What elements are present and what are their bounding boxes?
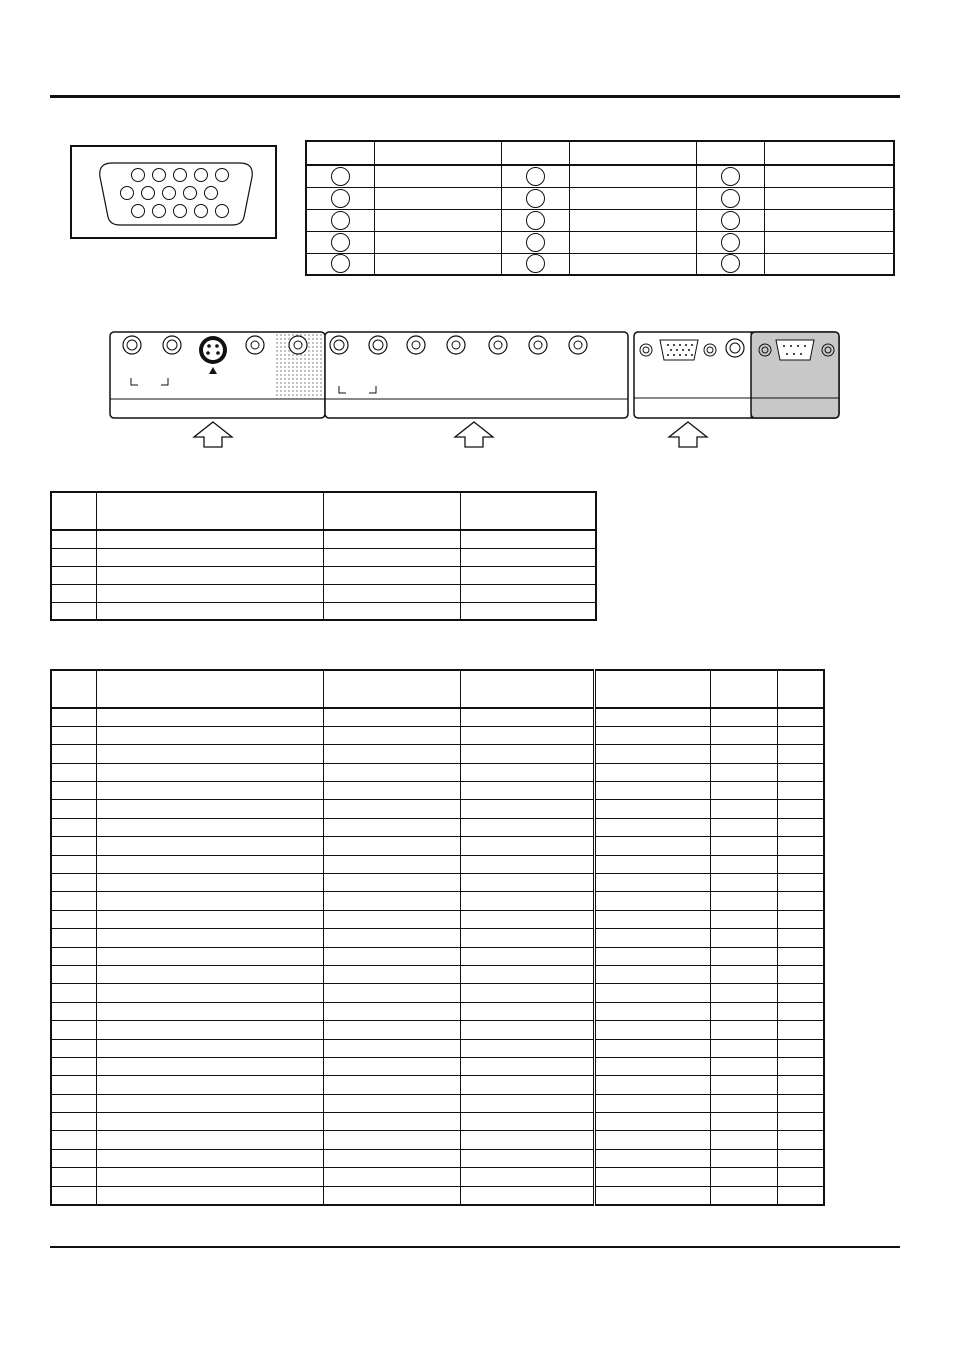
table-cell (96, 947, 323, 965)
table-cell (323, 818, 460, 836)
pin-circle-icon (331, 233, 350, 252)
table-cell (96, 1021, 323, 1039)
table-cell (594, 874, 710, 892)
table-cell (710, 947, 777, 965)
table-cell (764, 165, 894, 187)
pin-circle-icon (526, 211, 545, 230)
table-cell (51, 892, 96, 910)
table-cell (323, 947, 460, 965)
table-row (51, 584, 596, 602)
table-cell (323, 874, 460, 892)
table-cell (374, 165, 501, 187)
terminal-panel-icon (108, 330, 840, 450)
table-cell (594, 1021, 710, 1039)
table-cell (777, 670, 824, 708)
table-cell (594, 1186, 710, 1204)
pin-table-header (306, 141, 894, 165)
terminal-panel-diagram (108, 330, 840, 420)
table-cell (460, 837, 594, 855)
table-cell (51, 726, 96, 744)
table-cell (51, 1002, 96, 1020)
pin-circle-icon (331, 189, 350, 208)
input-section-2 (325, 332, 628, 418)
table-row (306, 209, 894, 231)
table-cell (569, 165, 696, 187)
table-cell (710, 763, 777, 781)
table-cell (710, 929, 777, 947)
table-cell (777, 892, 824, 910)
table-cell (51, 1131, 96, 1149)
table-cell (594, 1076, 710, 1094)
table-cell (51, 837, 96, 855)
table-cell (460, 929, 594, 947)
table-cell (594, 910, 710, 928)
table-cell (594, 1168, 710, 1186)
table-row (51, 1131, 824, 1149)
table-cell (594, 1039, 710, 1057)
table-cell (96, 929, 323, 947)
table-cell (460, 1076, 594, 1094)
table-row (51, 965, 824, 983)
dsub-connector-diagram (70, 145, 277, 239)
table-cell (777, 1149, 824, 1167)
table-cell (323, 984, 460, 1002)
table-cell (777, 1057, 824, 1075)
table-row (51, 1168, 824, 1186)
table-cell (96, 708, 323, 726)
table-row (51, 726, 824, 744)
table-row (51, 530, 596, 548)
table-cell (323, 1021, 460, 1039)
table-cell (460, 910, 594, 928)
table-cell (460, 1094, 594, 1112)
table-cell (777, 708, 824, 726)
table-cell (96, 984, 323, 1002)
table-cell (51, 910, 96, 928)
table-cell (460, 1057, 594, 1075)
table-cell (323, 1039, 460, 1057)
table-cell (323, 1094, 460, 1112)
footer-rule (50, 1246, 900, 1248)
table-row (51, 929, 824, 947)
table-cell (594, 763, 710, 781)
table-cell (374, 187, 501, 209)
table-cell (710, 1057, 777, 1075)
table-cell (594, 745, 710, 763)
table-cell (323, 965, 460, 983)
table-cell (51, 929, 96, 947)
table-cell (323, 763, 460, 781)
table-cell (51, 745, 96, 763)
table-cell (710, 1186, 777, 1204)
table-cell (710, 892, 777, 910)
table-cell (460, 1039, 594, 1057)
pin-circle-icon (331, 167, 350, 186)
pin-circle-icon (721, 233, 740, 252)
table-cell (777, 1094, 824, 1112)
table-cell (374, 209, 501, 231)
table-cell (323, 1076, 460, 1094)
table-cell (594, 855, 710, 873)
table-cell (96, 726, 323, 744)
table-cell (96, 800, 323, 818)
table-cell (323, 910, 460, 928)
table-row (51, 763, 824, 781)
up-arrow-icon (455, 422, 493, 447)
table-cell (460, 1002, 594, 1020)
table-cell (710, 1168, 777, 1186)
table-cell (594, 1113, 710, 1131)
table-row (51, 1149, 824, 1167)
table-cell (51, 1094, 96, 1112)
table-cell (777, 965, 824, 983)
pin-circle-icon (331, 211, 350, 230)
table-cell (96, 1186, 323, 1204)
table-cell (460, 1186, 594, 1204)
table-cell (374, 253, 501, 275)
pin-assignment-table (305, 140, 895, 276)
table-cell (96, 1076, 323, 1094)
header-cell (569, 141, 696, 165)
table-row (51, 855, 824, 873)
table-row (51, 1002, 824, 1020)
table-cell (777, 1002, 824, 1020)
table-cell (777, 818, 824, 836)
table-cell (777, 1168, 824, 1186)
table-cell (594, 984, 710, 1002)
table-cell (710, 708, 777, 726)
table-cell (594, 782, 710, 800)
header-cell (501, 141, 569, 165)
table-cell (51, 1076, 96, 1094)
table-row (51, 892, 824, 910)
table-cell (594, 670, 710, 708)
table-cell (594, 800, 710, 818)
table-cell (594, 726, 710, 744)
table-cell (96, 1168, 323, 1186)
table-cell (96, 670, 323, 708)
table-cell (323, 670, 460, 708)
table-cell (96, 782, 323, 800)
table-cell (96, 745, 323, 763)
signal-table-2 (50, 669, 825, 1206)
table-cell (710, 837, 777, 855)
dsub-15-pin-icon (72, 147, 279, 241)
table-row (306, 231, 894, 253)
table-cell (777, 837, 824, 855)
table-cell (777, 745, 824, 763)
table-cell (594, 818, 710, 836)
table-cell (51, 1149, 96, 1167)
table-row (51, 566, 596, 584)
table-row (51, 782, 824, 800)
table-cell (710, 984, 777, 1002)
table-cell (323, 929, 460, 947)
table-cell (51, 947, 96, 965)
table-cell (777, 1021, 824, 1039)
header-cell (696, 141, 764, 165)
table-cell (594, 837, 710, 855)
table-row (51, 1076, 824, 1094)
table-cell (323, 1131, 460, 1149)
table-cell (710, 800, 777, 818)
pc-input-section (634, 332, 839, 418)
table-cell (460, 726, 594, 744)
table-cell (374, 231, 501, 253)
table-cell (777, 1186, 824, 1204)
table-cell (594, 965, 710, 983)
pin-circle-icon (526, 189, 545, 208)
table-cell (710, 1002, 777, 1020)
table-cell (96, 892, 323, 910)
table-cell (777, 929, 824, 947)
table-cell (777, 855, 824, 873)
table-cell (764, 253, 894, 275)
table-cell (323, 1057, 460, 1075)
table-cell (594, 892, 710, 910)
table-row (51, 1021, 824, 1039)
table-row (51, 874, 824, 892)
table-cell (460, 708, 594, 726)
table-cell (51, 1168, 96, 1186)
table-row (51, 708, 824, 726)
table-row (51, 548, 596, 566)
table-cell (96, 874, 323, 892)
table-row (51, 1094, 824, 1112)
table-cell (51, 818, 96, 836)
table-header (51, 670, 824, 708)
table-cell (96, 1002, 323, 1020)
table-cell (594, 947, 710, 965)
table-cell (460, 874, 594, 892)
table-cell (460, 984, 594, 1002)
table-cell (51, 855, 96, 873)
table-cell (777, 782, 824, 800)
table-cell (51, 1186, 96, 1204)
table-cell (96, 1113, 323, 1131)
table-cell (460, 965, 594, 983)
pin-circle-icon (526, 167, 545, 186)
table-cell (569, 209, 696, 231)
table-cell (323, 708, 460, 726)
pin-circle-icon (721, 189, 740, 208)
table-cell (51, 782, 96, 800)
table-row (51, 1057, 824, 1075)
table-cell (710, 1021, 777, 1039)
table-cell (710, 670, 777, 708)
table-cell (323, 837, 460, 855)
input-section-1 (110, 332, 325, 418)
table-cell (777, 1113, 824, 1131)
table-cell (710, 726, 777, 744)
table-cell (323, 892, 460, 910)
table-cell (710, 1094, 777, 1112)
table-cell (51, 708, 96, 726)
table-cell (710, 782, 777, 800)
table-cell (51, 1021, 96, 1039)
table-cell (96, 818, 323, 836)
pin-circle-icon (526, 233, 545, 252)
pin-circle-icon (526, 254, 545, 273)
table-cell (777, 947, 824, 965)
table-cell (51, 800, 96, 818)
table-header (51, 492, 596, 530)
table-cell (710, 874, 777, 892)
table-cell (51, 874, 96, 892)
table-cell (710, 818, 777, 836)
table-cell (96, 855, 323, 873)
table-cell (460, 855, 594, 873)
table-cell (460, 670, 594, 708)
signal-table-1 (50, 491, 597, 621)
header-rule (50, 95, 900, 98)
pin-circle-icon (721, 211, 740, 230)
table-row (51, 1186, 824, 1204)
table-cell (594, 708, 710, 726)
table-row (51, 984, 824, 1002)
table-cell (323, 1168, 460, 1186)
table-cell (777, 984, 824, 1002)
table-cell (569, 231, 696, 253)
table-cell (460, 1149, 594, 1167)
table-cell (323, 800, 460, 818)
table-cell (777, 910, 824, 928)
table-cell (460, 763, 594, 781)
table-cell (460, 1021, 594, 1039)
table-cell (323, 1186, 460, 1204)
up-arrow-icon (669, 422, 707, 447)
table-cell (323, 782, 460, 800)
table-cell (96, 837, 323, 855)
table-cell (51, 984, 96, 1002)
table-cell (96, 1057, 323, 1075)
table-row (51, 1113, 824, 1131)
table-row (51, 745, 824, 763)
table-cell (764, 187, 894, 209)
table-cell (594, 1149, 710, 1167)
up-arrow-icon (194, 422, 232, 447)
table-cell (777, 763, 824, 781)
table-row (51, 837, 824, 855)
table-row (51, 947, 824, 965)
table-cell (323, 855, 460, 873)
table-cell (96, 1131, 323, 1149)
table-row (51, 910, 824, 928)
table-cell (51, 763, 96, 781)
table-cell (710, 1149, 777, 1167)
table-cell (460, 947, 594, 965)
table-cell (460, 892, 594, 910)
table-cell (460, 1168, 594, 1186)
table-cell (460, 745, 594, 763)
table-cell (569, 187, 696, 209)
table-cell (460, 782, 594, 800)
table-cell (777, 1131, 824, 1149)
table-cell (323, 1113, 460, 1131)
table-cell (323, 1149, 460, 1167)
table-cell (710, 745, 777, 763)
pin-circle-icon (721, 254, 740, 273)
table-cell (777, 1039, 824, 1057)
table-cell (51, 670, 96, 708)
table-cell (96, 910, 323, 928)
table-cell (764, 231, 894, 253)
table-cell (710, 1039, 777, 1057)
table-row (51, 602, 596, 620)
table-cell (764, 209, 894, 231)
table-row (51, 818, 824, 836)
table-cell (710, 1076, 777, 1094)
table-cell (323, 726, 460, 744)
table-cell (51, 1039, 96, 1057)
table-cell (777, 800, 824, 818)
table-cell (594, 1094, 710, 1112)
table-cell (323, 745, 460, 763)
table-cell (323, 1002, 460, 1020)
table-row (306, 253, 894, 275)
table-cell (96, 1094, 323, 1112)
table-cell (460, 1131, 594, 1149)
table-cell (710, 1113, 777, 1131)
table-cell (594, 929, 710, 947)
header-cell (374, 141, 501, 165)
table-row (51, 800, 824, 818)
table-row (51, 1039, 824, 1057)
table-cell (777, 874, 824, 892)
table-row (306, 187, 894, 209)
table-cell (51, 1057, 96, 1075)
pin-circle-icon (721, 167, 740, 186)
table-cell (51, 965, 96, 983)
table-cell (710, 1131, 777, 1149)
pin-circle-icon (331, 254, 350, 273)
table-cell (51, 1113, 96, 1131)
table-cell (594, 1002, 710, 1020)
table-cell (777, 726, 824, 744)
table-cell (460, 818, 594, 836)
table-cell (710, 855, 777, 873)
header-cell (306, 141, 374, 165)
table-cell (96, 1149, 323, 1167)
table-cell (710, 910, 777, 928)
table-cell (96, 1039, 323, 1057)
header-cell (764, 141, 894, 165)
table-cell (594, 1131, 710, 1149)
table-cell (710, 965, 777, 983)
table-cell (460, 800, 594, 818)
table-cell (96, 763, 323, 781)
table-cell (777, 1076, 824, 1094)
table-row (306, 165, 894, 187)
table-cell (460, 1113, 594, 1131)
table-cell (96, 965, 323, 983)
table-cell (594, 1057, 710, 1075)
table-cell (569, 253, 696, 275)
